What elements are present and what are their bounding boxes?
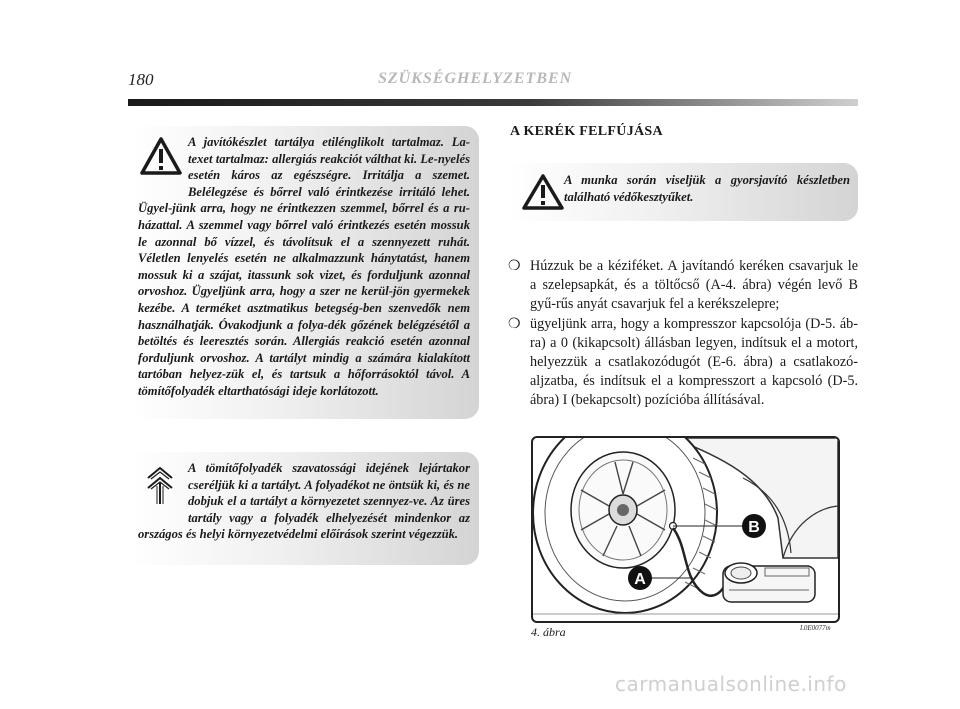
list-item bbox=[508, 257, 858, 314]
tire-compressor-illustration bbox=[533, 438, 838, 621]
section-title: A KERÉK FELFÚJÁSA bbox=[510, 124, 663, 139]
environment-notice-box bbox=[130, 452, 479, 565]
recycle-arrows-icon bbox=[140, 464, 180, 506]
watermark: carmanualsonline.info bbox=[615, 672, 847, 696]
page-number: 180 bbox=[128, 70, 154, 89]
allergy-warning-text: A javítókészlet tartálya etilénglikolt tartalmaz. La-texet tartalmaz: allergiás reakciót válthat ki. Le-nyelés esetén káros az egészségre. Irritálja a szemet. Belélegzése és bőrrel való érintkezése irritáló lehet. Ügyel-jünk arra, hogy ne érintkezzen szemmel, bőrrel és a ru-házattal. A szemmel vagy bőrrel való érintkezés esetén mossuk le azonnal bő vízzel, és távolítsuk el a szennyezett ruhát. Véletlen lenyelés esetén ne alkalmazzunk hánytatást, hanem mossuk ki a szájat, itassunk sok vizet, és forduljunk azonnal orvoshoz. Ügyeljünk arra, hogy a szer ne kerül-jön gyermekek kezébe. A terméket asztmatikus betegség-ben szenvedők nem használhatják. Óvakodjunk a folya-dék gőzének belégzésétől a betöltés és leeresztés során. Allergiás reakció esetén azonnal forduljunk orvoshoz. A tartályt mindig a számára kialakított tartóban helyez-zük el, és tartsuk a hőforrásoktól távol. A tömítőfolyadék eltarthatósági ideje korlátozott. bbox=[138, 135, 470, 398]
environment-notice-text-container bbox=[138, 460, 470, 543]
gloves-tip-box bbox=[508, 163, 858, 221]
allergy-warning-box bbox=[130, 126, 479, 419]
step-text: ügyeljünk arra, hogy a kompresszor kapcsolója (D-5. áb-ra) a 0 (kikapcsolt) állásban legyen, indítsuk el a motort, helyezzük a csatlakozódugót (E-6. ábra) a csatlakozó-aljzatba, és indítsuk el a kompresszort a kapcsoló (D-5. ábra) I (bekapcsolt) pozícióba állításával. bbox=[530, 316, 858, 408]
gloves-tip-text: A munka során viseljük a gyorsjavító készletben található védőkesztyűket. bbox=[564, 173, 850, 204]
label-a: A bbox=[634, 571, 646, 588]
warning-triangle-icon bbox=[522, 173, 564, 211]
list-item bbox=[508, 315, 858, 410]
bullet-icon: ❍ bbox=[508, 317, 521, 332]
environment-notice-text: A tömítőfolyadék szavatossági idejének lejártakor cseréljük ki a tartályt. A folyadékot ne öntsük ki, és ne dobjuk el a tartályt a környezetet szennyez-ve. Az üres tartály vagy a folyadék elhelyezését mindenkor az országos és helyi környezetvédelmi előírások szerint végezzük. bbox=[138, 461, 470, 542]
warning-triangle-icon bbox=[140, 136, 182, 176]
allergy-warning-text-container bbox=[138, 134, 470, 400]
instruction-steps bbox=[508, 257, 858, 411]
figure-code: L0E0077m bbox=[800, 624, 831, 632]
compressor-icon bbox=[723, 563, 815, 602]
figure-caption: 4. ábra bbox=[531, 625, 566, 639]
label-b: B bbox=[748, 519, 760, 536]
figure-tire-compressor bbox=[531, 436, 840, 623]
section-header: SZÜKSÉGHELYZETBEN bbox=[378, 70, 573, 87]
step-text: Húzzuk be a kéziféket. A javítandó keréken csavarjuk le a szelepsapkát, és a töltőcső (A-4. ábra) végén levő B gyű-rűs anyát csavarjuk fel a kerékszelepre; bbox=[530, 258, 858, 312]
header-rule bbox=[128, 99, 858, 106]
bullet-icon: ❍ bbox=[508, 259, 521, 274]
